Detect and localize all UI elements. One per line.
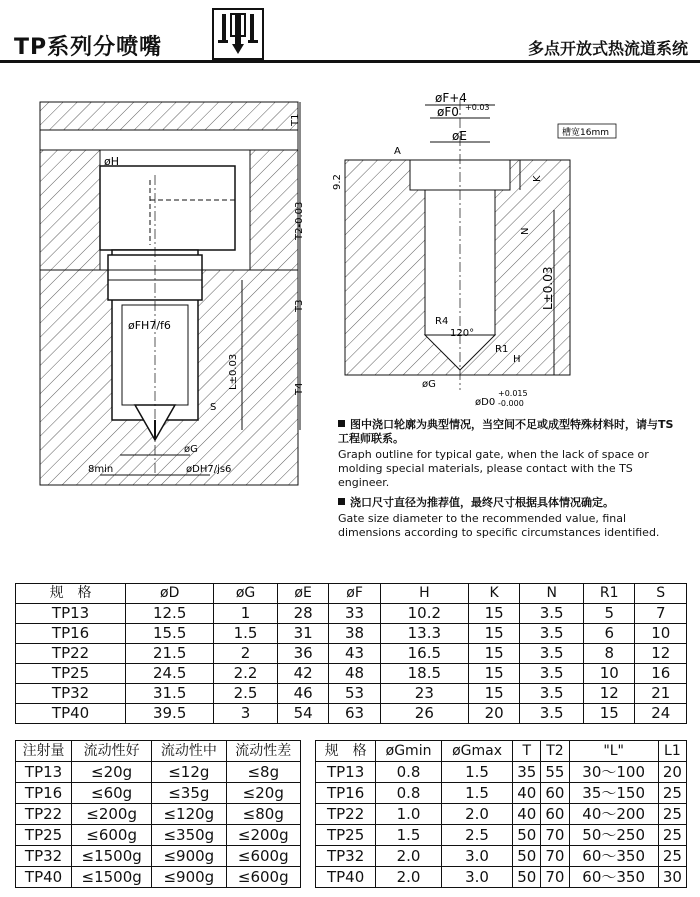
table-row [16,684,687,704]
table-cell: ≤900g [152,846,226,867]
table-row [16,704,687,724]
table-header: 注射量 [16,741,72,762]
table-cell: ≤900g [152,867,226,888]
table-cell: 24 [635,704,687,724]
table-cell: 1.5 [214,624,278,644]
table-cell: 25 [658,825,686,846]
note-2-cn: 浇口尺寸直径为推荐值，最终尺寸根据具体情况确定。 [350,496,614,509]
spec-table [15,583,687,724]
table-cell: TP32 [16,684,126,704]
label-slot-width: 槽宽16mm [562,128,609,138]
table-cell: ≤600g [226,846,300,867]
label-phi-fh: øFH7/f6 [128,319,171,332]
table-header-row [16,584,687,604]
label-l: L±0.03 [228,353,239,390]
label-8min: 8min [88,464,114,475]
table-cell: TP40 [16,704,126,724]
table-header: K [468,584,519,604]
table-header: øD [126,584,214,604]
table-cell: TP25 [16,825,72,846]
table-cell: 5 [584,604,635,624]
table-cell: 15 [468,664,519,684]
table-cell: 54 [277,704,328,724]
table-cell: 60～350 [569,867,658,888]
label-d0: øD0 [475,397,496,408]
table-cell: ≤60g [72,783,152,804]
label-k: K [532,175,543,182]
table-cell: 38 [329,624,380,644]
table-header: R1 [584,584,635,604]
table-cell: TP25 [16,664,126,684]
table-cell: 0.8 [376,762,442,783]
table-cell: ≤600g [226,867,300,888]
table-header: "L" [569,741,658,762]
table-cell: 12 [584,684,635,704]
label-f4: øF+4 [435,91,467,105]
table-cell: 1.5 [441,762,512,783]
table-header: T2 [541,741,569,762]
table-header: 流动性好 [72,741,152,762]
bullet-icon [338,498,345,505]
table-cell: 24.5 [126,664,214,684]
table-cell: 3.5 [520,644,584,664]
table-row [16,846,301,867]
table-row [316,804,687,825]
table-cell: 30 [658,867,686,888]
page-title: TP系列分喷嘴 [14,35,163,60]
table-cell: 21.5 [126,644,214,664]
table-cell: 26 [380,704,468,724]
table-cell: 60 [541,783,569,804]
table-cell: TP40 [316,867,376,888]
table-cell: 21 [635,684,687,704]
table-cell: ≤20g [226,783,300,804]
table-cell: ≤12g [152,762,226,783]
label-h: H [513,354,521,365]
note-1-en: Graph outline for typical gate, when the lack of space or molding special materials, please contact with the TS engineer. [338,448,649,489]
table-cell: 50～250 [569,825,658,846]
table-cell: 16 [635,664,687,684]
table-cell: 6 [584,624,635,644]
label-phi-dh: øDH7/js6 [186,464,232,475]
table-row [16,644,687,664]
table-cell: 8 [584,644,635,664]
table-row [316,846,687,867]
table-cell: 70 [541,825,569,846]
label-t3: T3 [294,299,305,312]
table-cell: TP22 [316,804,376,825]
table-cell: TP16 [16,783,72,804]
table-cell: TP32 [316,846,376,867]
table-cell: 35 [513,762,541,783]
label-t2: T2-0.03 [294,201,305,240]
table-header: 流动性中 [152,741,226,762]
table-cell: 13.3 [380,624,468,644]
label-f0: øF0 [437,105,459,119]
table-cell: 2.5 [214,684,278,704]
table-cell: 2 [214,644,278,664]
table-header-row [316,741,687,762]
table-header: N [520,584,584,604]
table-cell: 40 [513,783,541,804]
table-cell: ≤20g [72,762,152,783]
table-cell: ≤200g [72,804,152,825]
table-cell: TP25 [316,825,376,846]
table-cell: 3.5 [520,704,584,724]
table-cell: 25 [658,804,686,825]
table-cell: 15 [468,604,519,624]
table-row [16,664,687,684]
table-cell: 3.0 [441,846,512,867]
table-cell: 53 [329,684,380,704]
table-cell: 2.0 [376,867,442,888]
table-row [16,762,301,783]
table-cell: 25 [658,783,686,804]
gate-detail-drawing [330,80,630,410]
label-t1: T1 [290,113,301,126]
label-phi-h: øH [104,155,120,168]
table-cell: 50 [513,825,541,846]
table-cell: 7 [635,604,687,624]
table-cell: 46 [277,684,328,704]
table-cell: TP13 [16,762,72,783]
table-cell: ≤120g [152,804,226,825]
table-cell: 3.5 [520,624,584,644]
table-header: T [513,741,541,762]
table-cell: 20 [468,704,519,724]
table-cell: 15 [584,704,635,724]
table-cell: ≤1500g [72,846,152,867]
table-cell: 40～200 [569,804,658,825]
table-cell: 16.5 [380,644,468,664]
table-cell: ≤350g [152,825,226,846]
table-cell: 3.5 [520,684,584,704]
table-cell: 18.5 [380,664,468,684]
table-cell: 10 [584,664,635,684]
table-cell: ≤8g [226,762,300,783]
table-cell: 3 [214,704,278,724]
note-2 [338,496,683,540]
nozzle-assembly-drawing [0,80,320,490]
label-d0-tol-bot: -0.000 [498,399,524,408]
label-l: L±0.03 [541,266,555,310]
table-row [316,867,687,888]
label-a: A [394,146,401,157]
table-cell: 0.8 [376,783,442,804]
label-g: øG [422,379,436,390]
table-header: øF [329,584,380,604]
table-cell: 70 [541,846,569,867]
table-cell: 1.5 [376,825,442,846]
table-cell: 63 [329,704,380,724]
table-row [316,762,687,783]
table-cell: 25 [658,846,686,867]
table-header: 规 格 [16,584,126,604]
label-f0-tol: +0.03 [465,103,490,112]
table-cell: 2.0 [441,804,512,825]
table-row [316,825,687,846]
table-cell: 50 [513,867,541,888]
table-header: øE [277,584,328,604]
table-cell: 31.5 [126,684,214,704]
injection-capacity-table [15,740,301,888]
table-cell: 2.5 [441,825,512,846]
table-cell: 28 [277,604,328,624]
label-t4: T4 [294,382,305,395]
table-header: øG [214,584,278,604]
table-cell: 3.0 [441,867,512,888]
label-r1: R1 [495,344,509,355]
table-cell: 60 [541,804,569,825]
table-row [16,624,687,644]
table-cell: 42 [277,664,328,684]
table-cell: 39.5 [126,704,214,724]
table-cell: 48 [329,664,380,684]
table-cell: 15 [468,644,519,664]
table-cell: 10.2 [380,604,468,624]
table-cell: 15.5 [126,624,214,644]
table-header-row [16,741,301,762]
table-cell: 2.2 [214,664,278,684]
table-row [316,783,687,804]
table-cell: TP22 [16,644,126,664]
table-header: S [635,584,687,604]
table-cell: 35～150 [569,783,658,804]
table-cell: 2.0 [376,846,442,867]
gate-dimensions-table [315,740,687,888]
notes [338,418,683,546]
table-cell: 36 [277,644,328,664]
table-cell: 20 [658,762,686,783]
table-header: øGmax [441,741,512,762]
table-cell: ≤600g [72,825,152,846]
table-cell: 3.5 [520,664,584,684]
table-cell: TP22 [16,804,72,825]
label-e: øE [452,129,467,143]
table-cell: 55 [541,762,569,783]
label-angle: 120° [450,328,475,339]
table-cell: 43 [329,644,380,664]
label-n: N [520,227,531,235]
table-row [16,825,301,846]
table-cell: 3.5 [520,604,584,624]
table-cell: 15 [468,684,519,704]
table-row [16,604,687,624]
table-cell: 12.5 [126,604,214,624]
table-cell: 60～350 [569,846,658,867]
note-2-en: Gate size diameter to the recommended value, final dimensions according to specific circumstances identified. [338,512,660,539]
table-header: 流动性差 [226,741,300,762]
table-cell: TP16 [316,783,376,804]
table-row [16,783,301,804]
table-cell: 33 [329,604,380,624]
table-cell: ≤80g [226,804,300,825]
table-cell: 15 [468,624,519,644]
label-d0-tol-top: +0.015 [498,389,528,398]
table-header: 规 格 [316,741,376,762]
label-s: S [210,402,217,413]
table-cell: ≤1500g [72,867,152,888]
table-cell: 1.5 [441,783,512,804]
table-cell: TP13 [16,604,126,624]
note-1-cn: 图中浇口轮廓为典型情况，当空间不足或成型特殊材料时，请与TS工程师联系。 [338,418,674,445]
table-cell: 1.0 [376,804,442,825]
label-dim92: 9.2 [332,174,343,190]
table-cell: 31 [277,624,328,644]
table-cell: TP16 [16,624,126,644]
table-cell: 10 [635,624,687,644]
label-r4: R4 [435,316,449,327]
label-phi-g: øG [184,444,198,455]
note-1 [338,418,683,490]
page-subtitle: 多点开放式热流道系统 [527,39,688,58]
table-cell: ≤200g [226,825,300,846]
table-row [16,867,301,888]
table-row [16,804,301,825]
table-cell: 50 [513,846,541,867]
header-divider [0,60,700,63]
table-cell: 30～100 [569,762,658,783]
table-cell: TP32 [16,846,72,867]
table-cell: 70 [541,867,569,888]
table-cell: TP13 [316,762,376,783]
table-cell: 40 [513,804,541,825]
table-cell: TP40 [16,867,72,888]
bullet-icon [338,420,345,427]
table-cell: 1 [214,604,278,624]
table-cell: ≤35g [152,783,226,804]
nozzle-logo-icon [212,8,264,60]
table-cell: 12 [635,644,687,664]
table-header: H [380,584,468,604]
table-header: øGmin [376,741,442,762]
table-cell: 23 [380,684,468,704]
table-header: L1 [658,741,686,762]
